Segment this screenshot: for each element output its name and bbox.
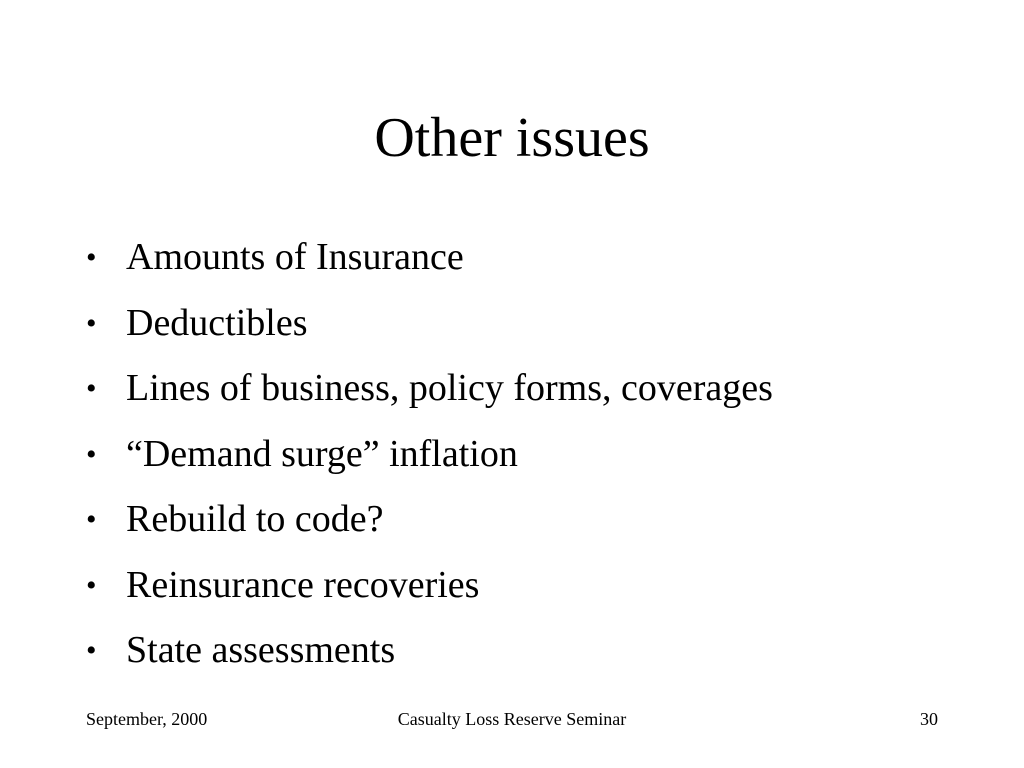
bullet-item — [86, 618, 773, 684]
bullet-icon: • — [86, 437, 97, 471]
bullet-icon: • — [86, 241, 97, 274]
bullet-text: Lines of business, policy forms, coverages — [126, 367, 773, 409]
footer-event: Casualty Loss Reserve Seminar — [397, 709, 627, 729]
bullet-list — [86, 225, 773, 684]
bullet-text: Reinsurance recoveries — [126, 563, 480, 606]
bullet-item — [86, 225, 773, 291]
bullet-item — [86, 422, 773, 488]
bullet-item — [86, 553, 773, 619]
bullet-item — [86, 487, 773, 553]
bullet-item — [86, 291, 773, 357]
bullet-text: Rebuild to code? — [126, 498, 384, 540]
footer-page-number: 30 — [920, 709, 938, 729]
bullet-icon: • — [86, 372, 97, 405]
footer-date: September, 2000 — [86, 709, 208, 729]
bullet-icon: • — [86, 568, 97, 602]
bullet-text: Deductibles — [126, 301, 308, 344]
bullet-item — [86, 356, 773, 422]
bullet-icon: • — [86, 306, 97, 340]
bullet-text: Amounts of Insurance — [126, 236, 464, 278]
slide-title: Other issues — [374, 107, 650, 169]
bullet-text: State assessments — [126, 629, 396, 671]
bullet-text: “Demand surge” inflation — [126, 432, 518, 475]
bullet-icon: • — [86, 503, 97, 536]
bullet-icon: • — [86, 634, 97, 667]
